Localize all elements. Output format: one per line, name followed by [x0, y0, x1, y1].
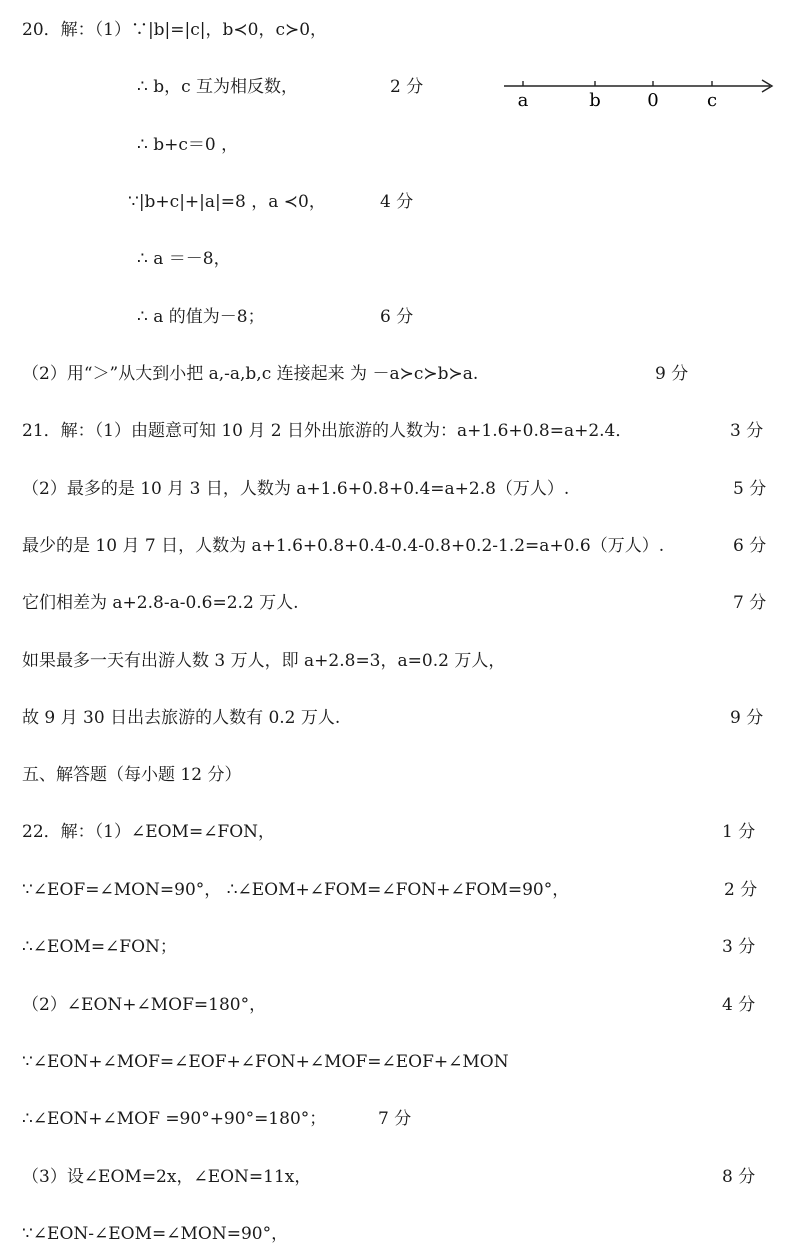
text-line-17: ∴∠EOM=∠FON； — [22, 937, 177, 957]
score-line-21: 8 分 — [722, 1167, 756, 1187]
score-line-9: 5 分 — [733, 479, 767, 499]
score-line-4: 4 分 — [380, 192, 414, 212]
text-line-5: ∴ a ＝－8， — [137, 249, 231, 269]
score-line-15: 1 分 — [722, 822, 756, 842]
text-line-15: 22．解：（1）∠EOM=∠FON， — [22, 822, 276, 842]
text-line-4: ∵|b+c|+|a|=8 ，a ≺0， — [128, 192, 326, 212]
label-c: c — [706, 90, 718, 111]
text-line-2: ∴ b，c 互为相反数， — [137, 77, 299, 97]
score-line-11: 7 分 — [733, 593, 767, 613]
score-line-18: 4 分 — [722, 995, 756, 1015]
score-line-8: 3 分 — [730, 421, 764, 441]
text-line-16: ∵∠EOF=∠MON=90°， ∴∠EOM+∠FOM=∠FON+∠FOM=90°， — [22, 880, 570, 900]
text-line-13: 故 9 月 30 日出去旅游的人数有 0.2 万人. — [22, 708, 341, 728]
text-line-6: ∴ a 的值为－8； — [137, 307, 265, 327]
score-line-6: 6 分 — [380, 307, 414, 327]
score-line-7: 9 分 — [655, 364, 689, 384]
text-line-9: （2）最多的是 10 月 3 日，人数为 a+1.6+0.8+0.4=a+2.8（万人）. — [22, 479, 570, 499]
score-line-2: 2 分 — [390, 77, 424, 97]
label-b: b — [589, 90, 601, 111]
text-line-7: （2）用“＞”从大到小把 a,-a,b,c 连接起来 为 －a≻c≻b≻a. — [22, 364, 479, 384]
text-line-1: 20．解：（1）∵|b|=|c|，b≺0，c≻0， — [22, 20, 328, 40]
score-line-10: 6 分 — [733, 536, 767, 556]
text-line-3: ∴ b+c＝0 ， — [137, 135, 239, 155]
score-line-17: 3 分 — [722, 937, 756, 957]
text-line-10: 最少的是 10 月 7 日，人数为 a+1.6+0.8+0.4-0.4-0.8+0.2-1.2=a+0.6（万人）. — [22, 536, 665, 556]
number-line-diagram — [500, 72, 778, 112]
text-line-21: （3）设∠EOM=2x，∠EON=11x， — [22, 1167, 312, 1187]
text-line-19: ∵∠EON+∠MOF=∠EOF+∠FON+∠MOF=∠EOF+∠MON — [22, 1052, 509, 1072]
text-line-18: （2）∠EON+∠MOF=180°， — [22, 995, 267, 1015]
text-line-12: 如果最多一天有出游人数 3 万人，即 a+2.8=3，a=0.2 万人， — [22, 651, 506, 671]
score-line-16: 2 分 — [724, 880, 758, 900]
score-line-13: 9 分 — [730, 708, 764, 728]
section-heading: 五、解答题（每小题 12 分） — [22, 765, 242, 785]
text-line-20: ∴∠EON+∠MOF =90°+90°=180°； — [22, 1109, 327, 1129]
score-line-20: 7 分 — [378, 1109, 412, 1129]
text-line-22: ∵∠EON-∠EOM=∠MON=90°， — [22, 1224, 289, 1244]
label-a: a — [517, 90, 529, 111]
text-line-8: 21．解：（1）由题意可知 10 月 2 日外出旅游的人数为：a+1.6+0.8=a+2.4． — [22, 421, 633, 441]
label-zero: 0 — [647, 90, 659, 111]
text-line-11: 它们相差为 a+2.8-a-0.6=2.2 万人. — [22, 593, 299, 613]
